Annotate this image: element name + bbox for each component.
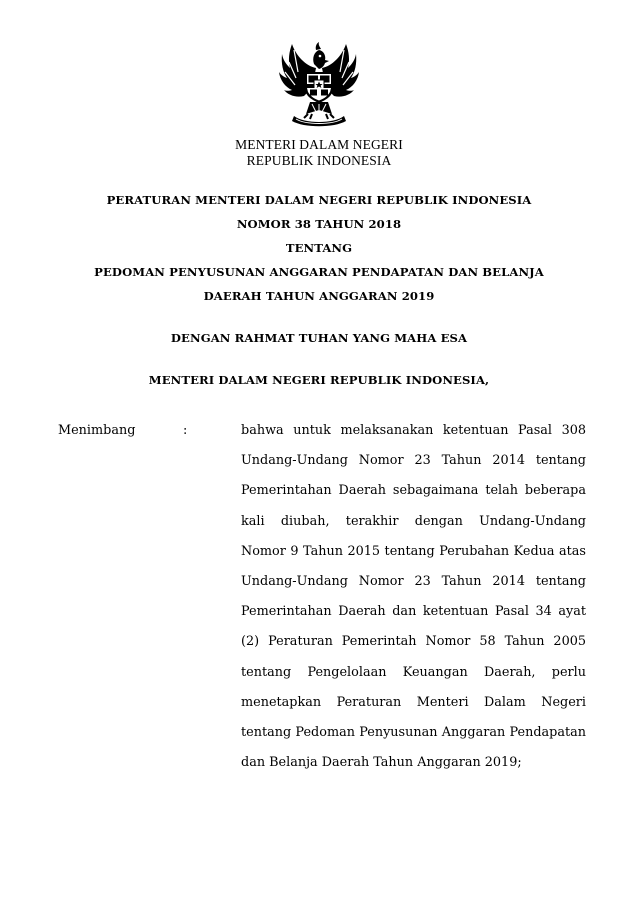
garuda-emblem-icon [276,38,362,128]
regulation-number: NOMOR 38 TAHUN 2018 [236,217,402,231]
considering-text: bahwa untuk melaksanakan ketentuan Pasal 308 Undang-Undang Nomor 23 Tahun 2014 tentang Pemerintahan Daerah sebagaimana telah beberapa kali diubah, terakhir dengan Undang-Undang Nomor 9 Tahun 2015 tentang Perubahan Kedua atas Undang-Undang Nomor 23 Tahun 2014 tentang Pemerintahan Daerah dan ketentuan Pasal 34 ayat (2) Peraturan Pemerintah Nomor 58 Tahun 2005 tentang Pengelolaan Keuangan Daerah, perlu menetapkan Peraturan Menteri Dalam Negeri tentang Pedoman Penyusunan Anggaran Pendapatan dan Belanja Daerah Tahun Anggaran 2019; [241,423,586,771]
considering-label: Menimbang [58,423,136,438]
minister-title-line1: MENTERI DALAM NEGERI [235,137,403,152]
regulation-subject-line1: PEDOMAN PENYUSUNAN ANGGARAN PENDAPATAN DAN BELANJA [94,265,544,279]
blessing-line: DENGAN RAHMAT TUHAN YANG MAHA ESA [170,331,468,345]
head [313,50,329,69]
regulation-about: TENTANG [285,241,353,255]
considering-separator: : [183,423,188,438]
regulation-subject-line2: DAERAH TAHUN ANGGARAN 2019 [203,289,435,303]
issuer-line: MENTERI DALAM NEGERI REPUBLIK INDONESIA, [148,373,490,387]
minister-title-line2: REPUBLIK INDONESIA [246,153,392,168]
regulation-title: PERATURAN MENTERI DALAM NEGERI REPUBLIK INDONESIA [106,193,532,207]
talons [304,114,334,119]
